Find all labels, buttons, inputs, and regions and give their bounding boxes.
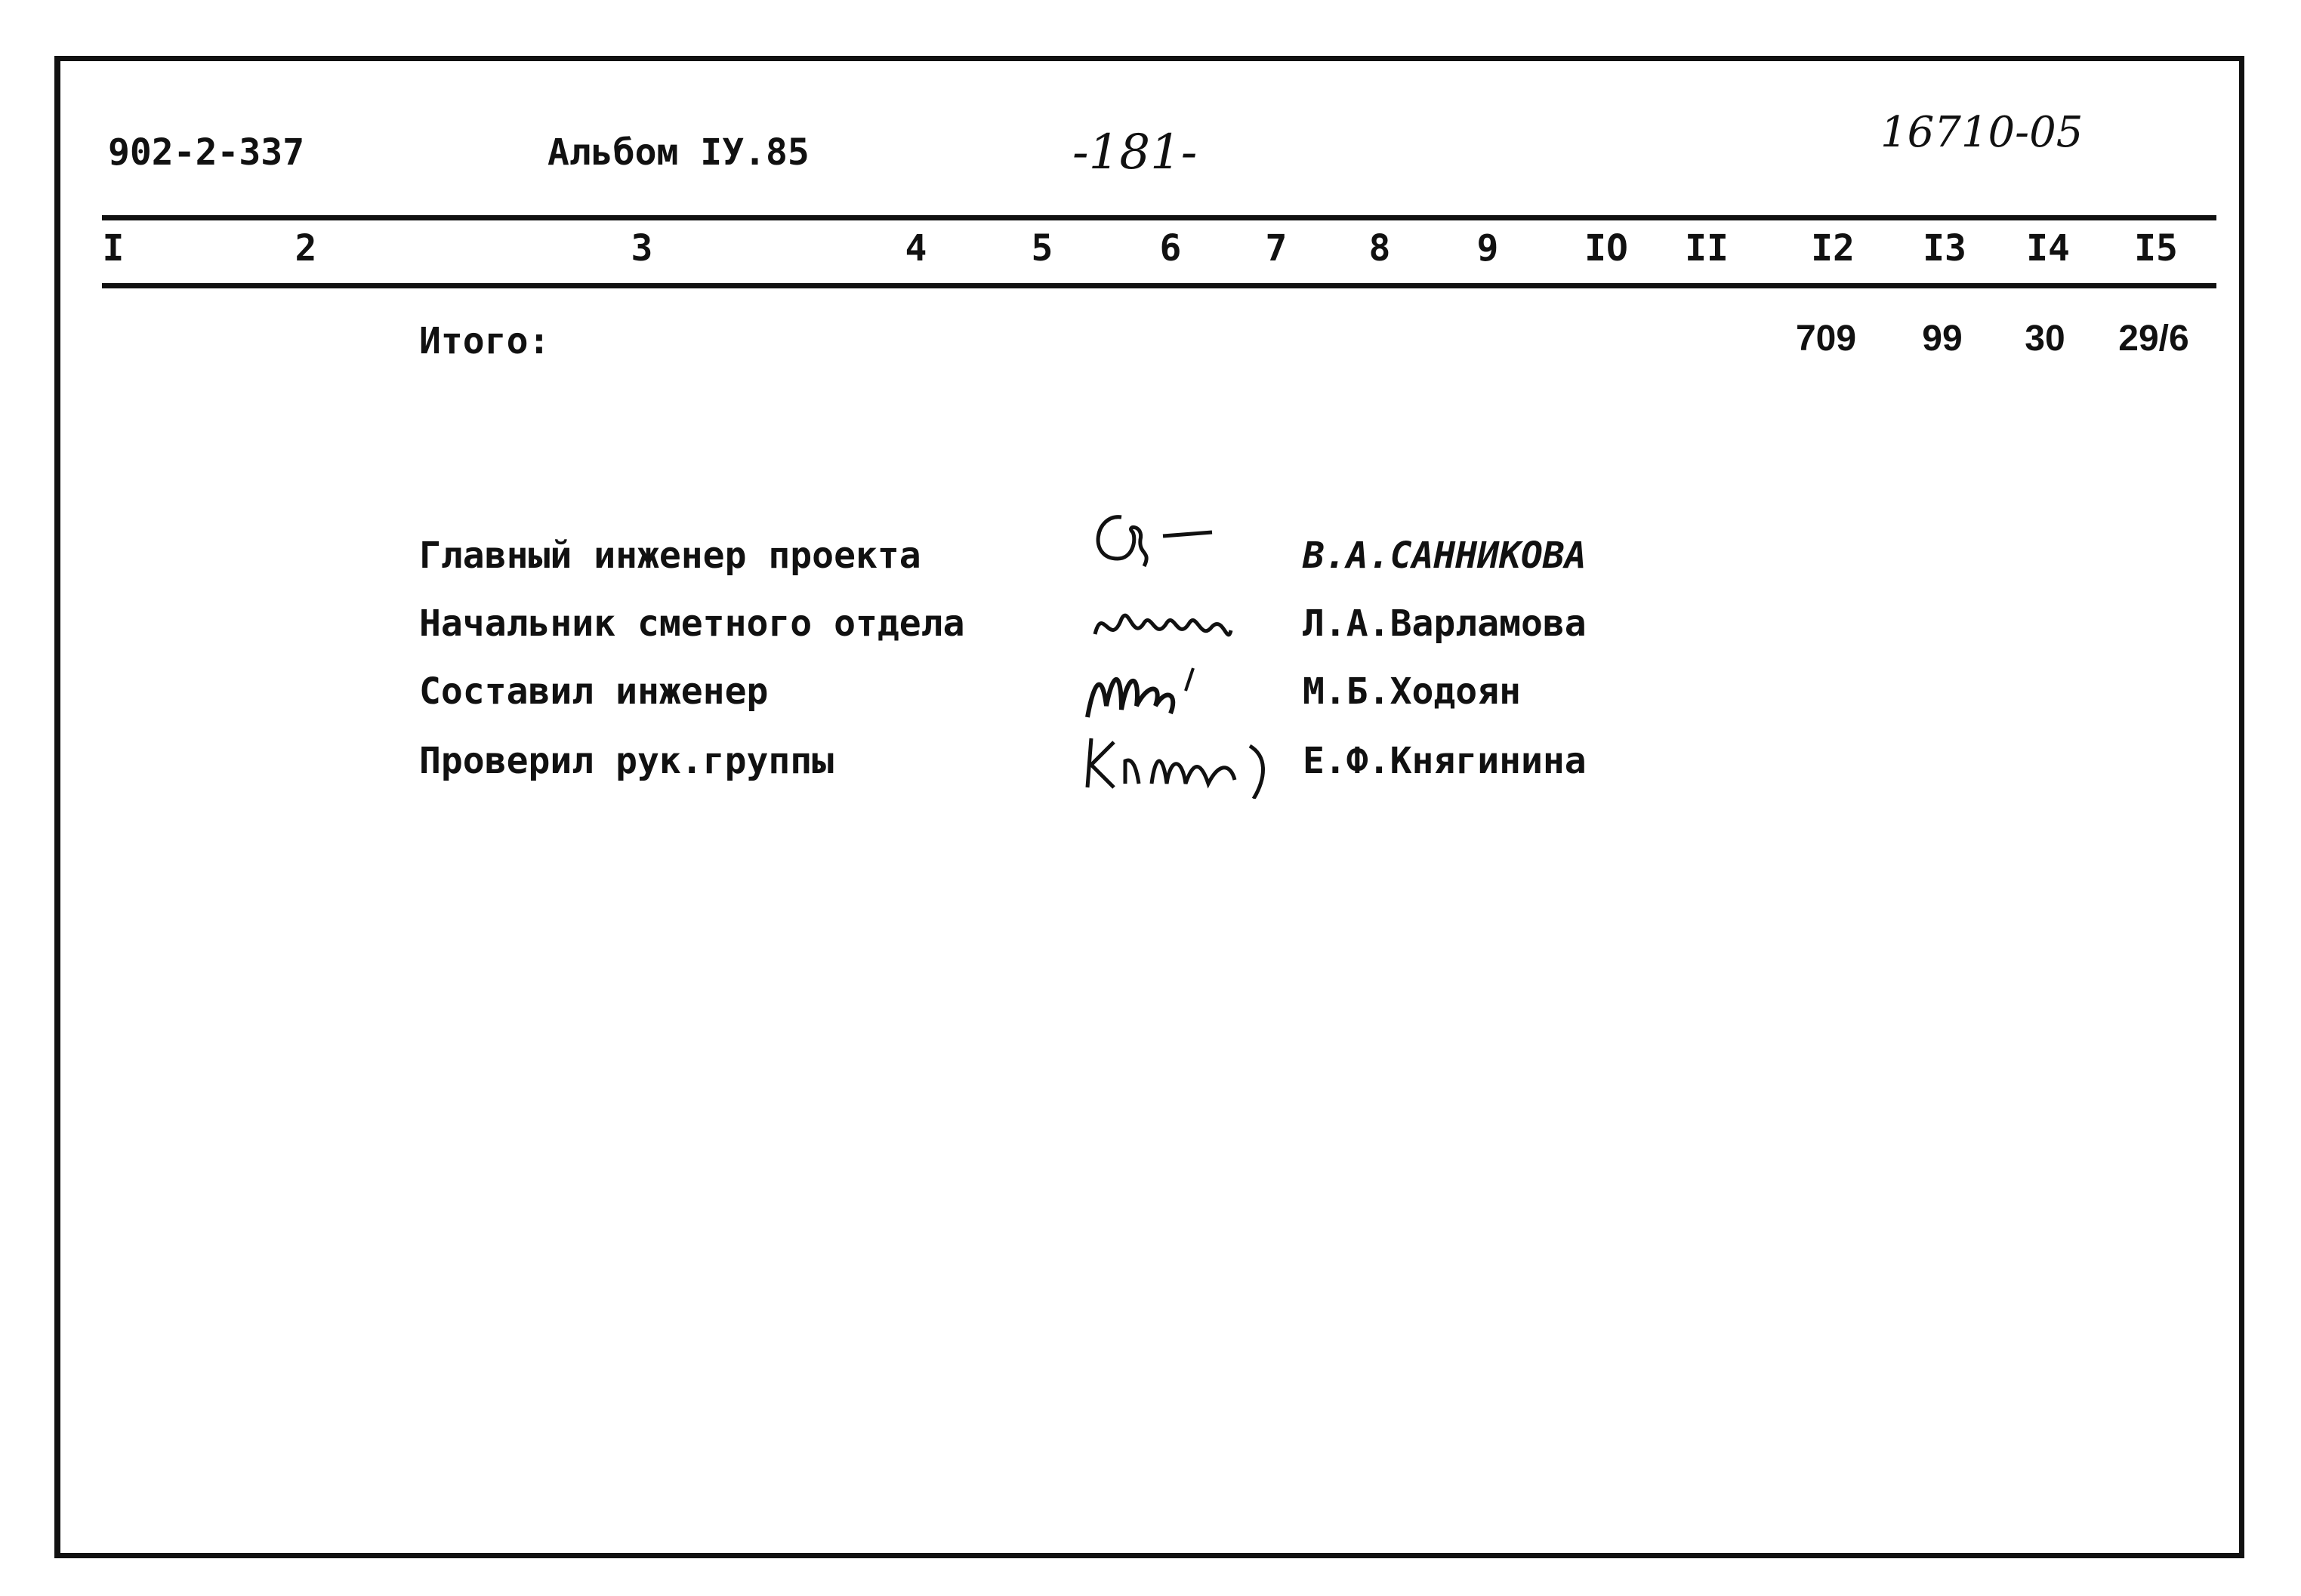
signature-name: Е.Ф.Княгинина: [1303, 740, 1587, 782]
total-col12: 709: [1795, 319, 1857, 359]
column-number: 6: [1159, 227, 1182, 270]
total-col13: 99: [1922, 319, 1963, 359]
signature-role: Начальник сметного отдела: [419, 602, 965, 645]
signature-name: Л.А.Варламова: [1303, 602, 1587, 645]
page-frame: [54, 56, 2244, 1558]
column-number: 3: [631, 227, 653, 270]
signature-role: Главный инженер проекта: [419, 535, 921, 577]
signature-3: [1080, 653, 1284, 729]
column-number: IO: [1584, 227, 1628, 270]
column-number: I4: [2026, 227, 2070, 270]
column-number: 8: [1368, 227, 1391, 270]
album-label: Альбом IУ.85: [547, 131, 810, 174]
signature-role: Проверил рук.группы: [419, 740, 834, 782]
signature-name: М.Б.Ходоян: [1303, 670, 1521, 713]
column-number: I3: [1923, 227, 1966, 270]
column-number: II: [1685, 227, 1729, 270]
page-number: -181-: [1072, 125, 1198, 180]
total-col15: 29/6: [2118, 319, 2189, 359]
signature-1: [1080, 495, 1284, 570]
total-col14: 30: [2025, 319, 2065, 359]
column-number: I: [102, 227, 125, 270]
column-number: 5: [1031, 227, 1053, 270]
signature-name: В.А.САННИКОВА: [1303, 535, 1587, 577]
column-number: 2: [295, 227, 317, 270]
header-rule-bottom: [102, 283, 2216, 288]
column-number: I5: [2134, 227, 2178, 270]
column-number: 7: [1265, 227, 1288, 270]
signature-4: [1080, 723, 1284, 799]
signature-role: Составил инженер: [419, 670, 769, 713]
header-rule-top: [102, 215, 2216, 220]
doc-code: 902-2-337: [108, 131, 305, 174]
total-label: Итого:: [419, 320, 551, 362]
column-number: 9: [1476, 227, 1499, 270]
column-number: I2: [1811, 227, 1855, 270]
inventory-number: 16710-05: [1880, 108, 2084, 157]
column-number: 4: [905, 227, 927, 270]
